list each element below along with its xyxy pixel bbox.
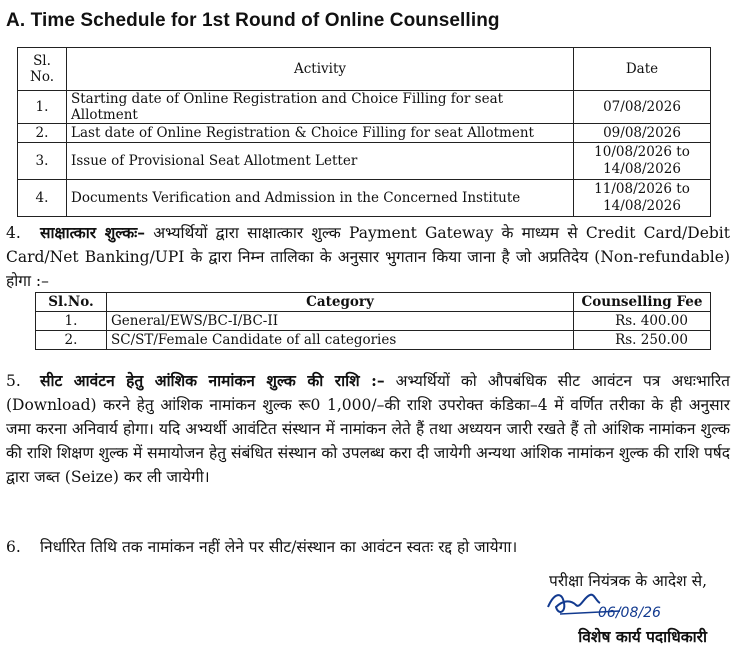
row-no: 2. bbox=[18, 124, 67, 143]
row-date: 11/08/2026 to 14/08/2026 bbox=[574, 180, 711, 217]
fee-header-row bbox=[36, 293, 711, 312]
signature-stroke bbox=[548, 595, 600, 612]
section-title: A. Time Schedule for 1st Round of Online Counselling bbox=[6, 10, 500, 31]
row-activity: Last date of Online Registration & Choice Filling for seat Allotment bbox=[67, 124, 574, 143]
row-date: 07/08/2026 bbox=[574, 91, 711, 124]
table-row bbox=[36, 331, 711, 350]
row-activity: Starting date of Online Registration and Choice Filling for seat Allotment bbox=[67, 91, 574, 124]
paragraph-number: 6. bbox=[6, 538, 21, 556]
paragraph-number: 5. bbox=[6, 372, 21, 390]
row-no: 1. bbox=[36, 312, 107, 331]
row-no: 1. bbox=[18, 91, 67, 124]
row-no: 3. bbox=[18, 143, 67, 180]
paragraph-6 bbox=[6, 535, 730, 559]
row-date: 10/08/2026 to 14/08/2026 bbox=[574, 143, 711, 180]
row-no: 4. bbox=[18, 180, 67, 217]
row-no: 2. bbox=[36, 331, 107, 350]
fee-table bbox=[35, 292, 711, 350]
paragraph-4 bbox=[6, 221, 730, 293]
table-row bbox=[18, 180, 711, 217]
paragraph-text: अभ्यर्थियों द्वारा साक्षात्कार शुल्क Payment Gateway के माध्यम से Credit Card/Debit Card/Net Banking/UPI के द्वारा निम्न तालिका के अनुसार भुगतान किया जाना है जो अप्रतिदेय (Non-refundable) होगा :– bbox=[6, 224, 730, 290]
paragraph-5 bbox=[6, 369, 730, 489]
header-category: Category bbox=[107, 293, 574, 312]
row-fee: Rs. 400.00 bbox=[574, 312, 711, 331]
header-counselling-fee: Counselling Fee bbox=[574, 293, 711, 312]
header-activity: Activity bbox=[67, 48, 574, 91]
paragraph-text: अभ्यर्थियों को औपबंधिक सीट आवंटन पत्र अधःभारित (Download) करने हेतु आंशिक नामांकन शुल्क रू0 1,000/–की राशि उपरोक्त कंडिका–4 में वर्णित तरीका के ही अनुसार जमा करना अनिवार्य होगा। यदि अभ्यर्थी आवंटित संस्थान में नामांकन लेते हैं तथा अध्ययन जारी रखते हैं तो आंशिक नामांकन शुल्क की राशि शिक्षण शुल्क में समायोजन हेतु संबंधित संस्थान को उपलब्ध करा दी जायेगी अन्यथा आंशिक नामांकन शुल्क की राशि पर्षद द्वारा जब्त (Seize) कर ली जायेगी। bbox=[6, 372, 730, 486]
table-row bbox=[36, 312, 711, 331]
header-date: Date bbox=[574, 48, 711, 91]
schedule-table bbox=[17, 47, 711, 217]
paragraph-heading: साक्षात्कार शुल्कः– bbox=[40, 223, 146, 242]
handwritten-signature bbox=[540, 583, 670, 623]
signature-date: 06/08/26 bbox=[598, 605, 661, 621]
paragraph-text: निर्धारित तिथि तक नामांकन नहीं लेने पर सीट/संस्थान का आवंटन स्वतः रद्द हो जायेगा। bbox=[40, 538, 518, 556]
table-row bbox=[18, 143, 711, 180]
row-activity: Documents Verification and Admission in the Concerned Institute bbox=[67, 180, 574, 217]
row-date: 09/08/2026 bbox=[574, 124, 711, 143]
row-category: General/EWS/BC-I/BC-II bbox=[107, 312, 574, 331]
by-order-line: परीक्षा नियंत्रक के आदेश से, bbox=[549, 572, 707, 590]
schedule-header-row bbox=[18, 48, 711, 91]
row-category: SC/ST/Female Candidate of all categories bbox=[107, 331, 574, 350]
table-row bbox=[18, 91, 711, 124]
row-fee: Rs. 250.00 bbox=[574, 331, 711, 350]
designation: विशेष कार्य पदाधिकारी bbox=[578, 627, 707, 646]
header-sl-no: Sl.No. bbox=[36, 293, 107, 312]
table-row bbox=[18, 124, 711, 143]
paragraph-heading: सीट आवंटन हेतु आंशिक नामांकन शुल्क की राशि :– bbox=[40, 371, 385, 390]
row-activity: Issue of Provisional Seat Allotment Letter bbox=[67, 143, 574, 180]
paragraph-number: 4. bbox=[6, 224, 21, 242]
header-sl-no: Sl. No. bbox=[18, 48, 67, 91]
